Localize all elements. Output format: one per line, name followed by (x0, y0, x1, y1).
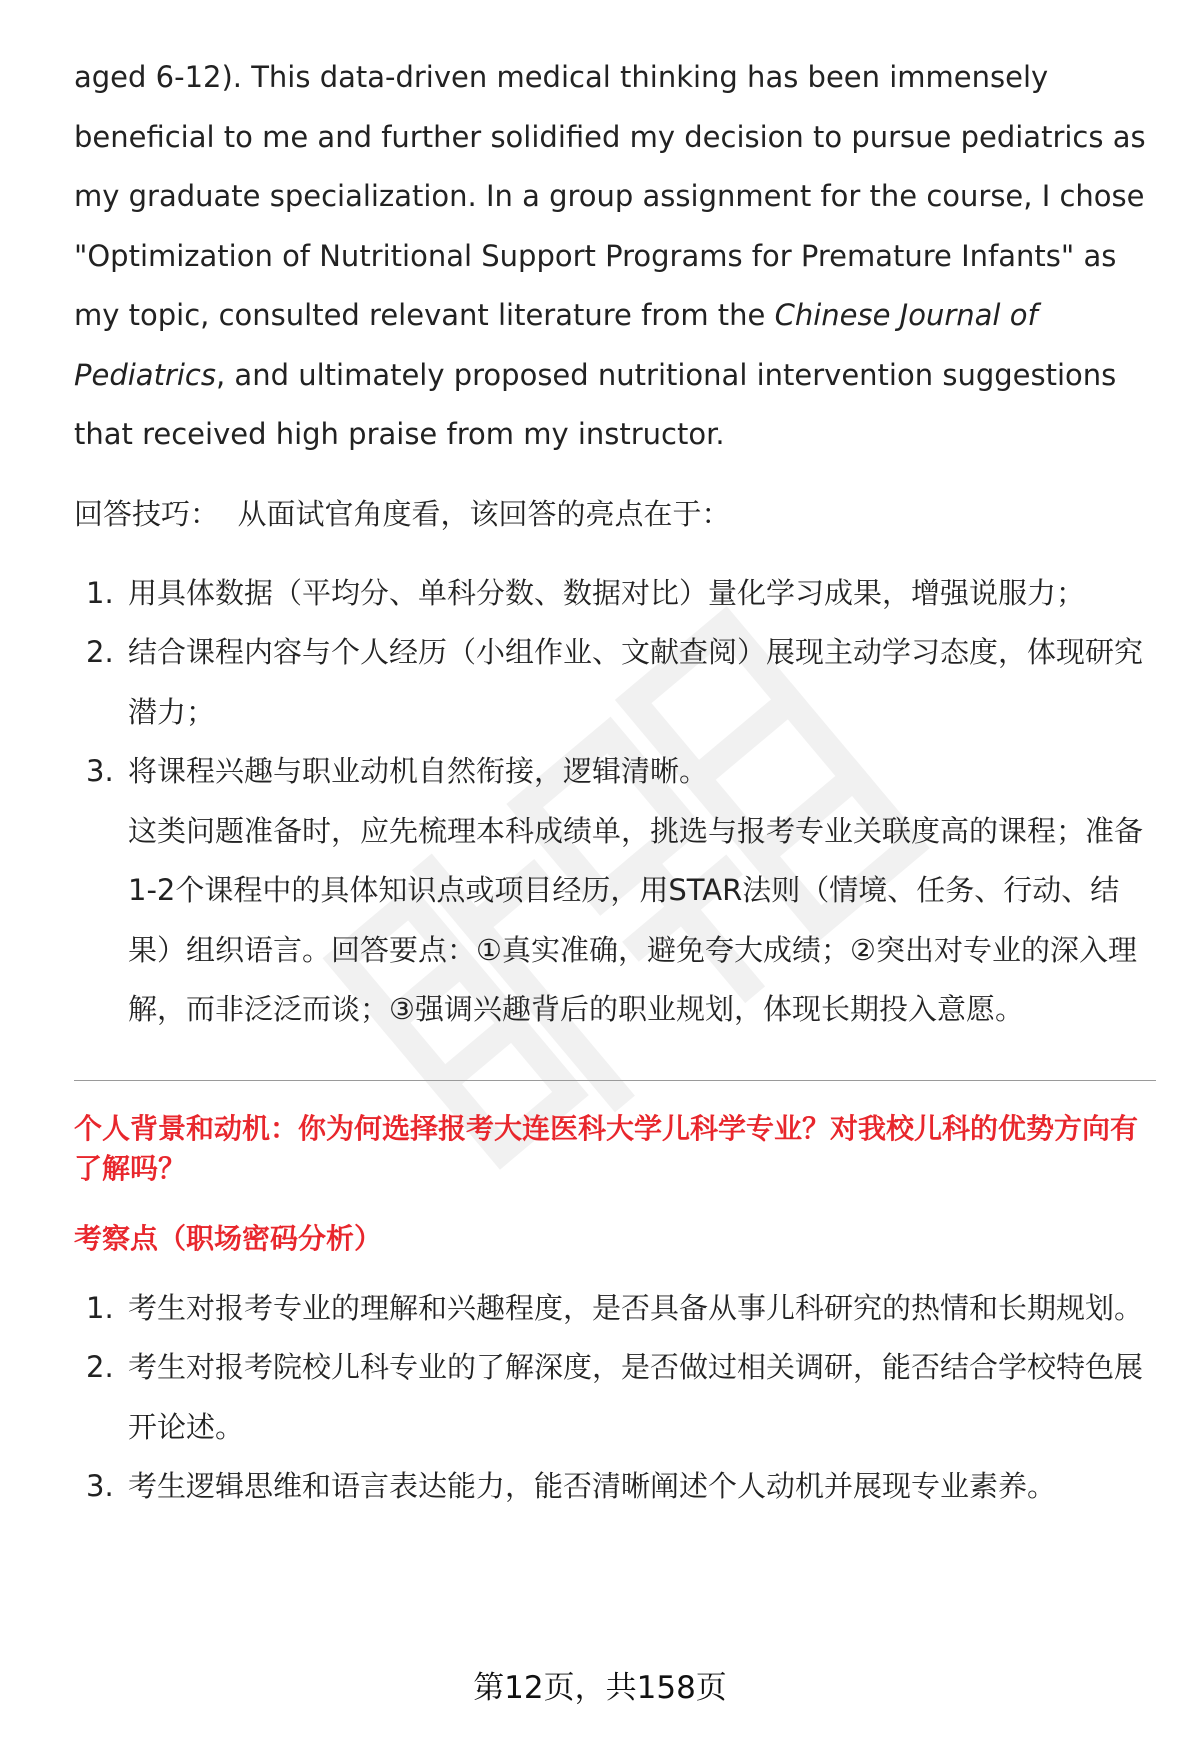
list-number: 1. (86, 1290, 114, 1325)
preparation-advice: 这类问题准备时，应先梳理本科成绩单，挑选与报考专业关联度高的课程；准备1-2个课程中的具体知识点或项目经历，用STAR法则（情境、任务、行动、结果）组织语言。回答要点：①真实准确，避免夸大成绩；②突出对专业的深入理解，而非泛泛而谈；③强调兴趣背后的职业规划，体现长期投入意愿。 (128, 813, 1144, 1026)
answer-tips (74, 485, 1154, 544)
section-divider (74, 1080, 1156, 1081)
assessment-points-list (74, 1279, 1154, 1517)
tips-label: 回答技巧： (74, 496, 220, 531)
list-number: 2. (86, 1350, 114, 1384)
list-item (74, 1338, 1154, 1457)
list-item-text: 将课程兴趣与职业动机自然衔接，逻辑清晰。 (128, 754, 709, 788)
list-item-text: 考生对报考院校儿科专业的了解深度，是否做过相关调研，能否结合学校特色展开论述。 (128, 1350, 1144, 1444)
list-item (74, 564, 1154, 624)
tips-intro: 从面试官角度看，该回答的亮点在于： (237, 496, 731, 531)
list-item-text: 考生对报考专业的理解和兴趣程度，是否具备从事儿科研究的热情和长期规划。 (128, 1290, 1144, 1325)
journal-title-part1: Chinese Journal of (774, 298, 1038, 332)
paragraph-text-end: , and ultimately proposed nutritional intervention suggestions that received high praise from my instructor. (74, 357, 1117, 451)
question-title: 个人背景和动机：你为何选择报考大连医科大学儿科学专业？对我校儿科的优势方向有了解吗？ (74, 1111, 1139, 1185)
assessment-points-heading: 考察点（职场密码分析） (74, 1221, 383, 1255)
list-item (74, 742, 1154, 1040)
body-paragraph (74, 48, 1154, 465)
list-number: 3. (86, 1469, 114, 1503)
list-item (74, 1457, 1154, 1517)
list-number: 1. (86, 575, 114, 610)
list-item (74, 623, 1154, 742)
paragraph-text: aged 6-12). This data-driven medical thinking has been immensely beneficial to me and further solidified my decision to pursue pediatrics as my graduate specialization. In a group assignment for the course, I chose "Optimization of Nutritional Support Programs for Premature Infants" as my topic, consulted relevant literature from the (74, 60, 1146, 332)
page-number: 第12页，共158页 (473, 1670, 727, 1706)
list-number: 2. (86, 635, 114, 669)
list-number: 3. (86, 754, 114, 788)
document-page (74, 48, 1154, 1517)
list-item-text: 考生逻辑思维和语言表达能力，能否清晰阐述个人动机并展现专业素养。 (128, 1469, 1057, 1503)
highlights-list (74, 564, 1154, 1040)
journal-title-part2: Pediatrics (74, 357, 216, 392)
list-item-text: 结合课程内容与个人经历（小组作业、文献查阅）展现主动学习态度，体现研究潜力； (128, 635, 1144, 729)
list-item (74, 1279, 1154, 1339)
list-item-text: 用具体数据（平均分、单科分数、数据对比）量化学习成果，增强说服力； (128, 575, 1086, 610)
